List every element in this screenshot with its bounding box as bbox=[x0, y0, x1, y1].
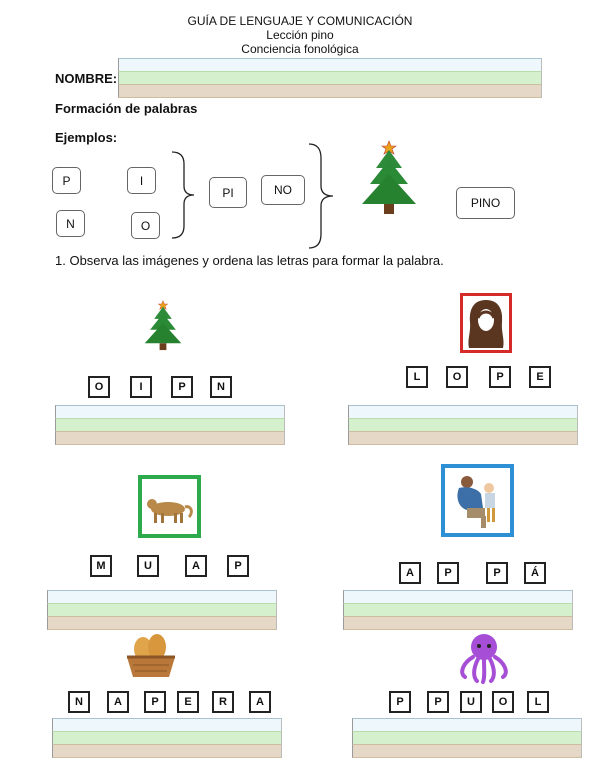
letter-tile: P bbox=[489, 366, 511, 388]
letter-tile: Á bbox=[524, 562, 546, 584]
left-brace bbox=[170, 150, 198, 240]
example-letter-box: O bbox=[131, 212, 160, 239]
example-letter-box: I bbox=[127, 167, 156, 194]
letter-tile: P bbox=[389, 691, 411, 713]
tree-icon bbox=[358, 138, 420, 216]
answer-writing-lines[interactable] bbox=[55, 405, 285, 445]
letter-tile: P bbox=[437, 562, 459, 584]
letter-tile: O bbox=[492, 691, 514, 713]
right-brace bbox=[307, 142, 337, 250]
puma-icon bbox=[142, 479, 197, 534]
octopus-icon bbox=[455, 629, 513, 685]
instruction-text: 1. Observa las imágenes y ordena las letras para formar la palabra. bbox=[55, 253, 444, 268]
letter-tile: I bbox=[130, 376, 152, 398]
tree-icon bbox=[142, 293, 184, 357]
letter-tile: A bbox=[107, 691, 129, 713]
letter-tile: P bbox=[427, 691, 449, 713]
letter-tile: A bbox=[249, 691, 271, 713]
letter-tile: P bbox=[144, 691, 166, 713]
name-writing-lines[interactable] bbox=[118, 58, 542, 98]
lesson-label: Lección pino bbox=[266, 28, 334, 42]
letter-tile: L bbox=[527, 691, 549, 713]
example-letter-box: N bbox=[56, 210, 85, 237]
example-word-box: PINO bbox=[456, 187, 515, 219]
letter-tile: N bbox=[68, 691, 90, 713]
dad-hug-icon bbox=[445, 468, 510, 533]
topic-label: Conciencia fonológica bbox=[241, 42, 359, 56]
dad-picture-frame bbox=[441, 464, 514, 537]
example-syllable-box: NO bbox=[261, 175, 305, 205]
puma-picture-frame bbox=[138, 475, 201, 538]
letter-tile: E bbox=[529, 366, 551, 388]
letter-tile: R bbox=[212, 691, 234, 713]
letter-tile: O bbox=[88, 376, 110, 398]
letter-tile: P bbox=[486, 562, 508, 584]
section-title: Formación de palabras bbox=[55, 101, 198, 116]
letter-tile: A bbox=[185, 555, 207, 577]
hair-icon bbox=[463, 296, 509, 350]
letter-tile: O bbox=[446, 366, 468, 388]
worksheet-title: GUÍA DE LENGUAJE Y COMUNICACIÓN bbox=[187, 14, 413, 28]
answer-writing-lines[interactable] bbox=[352, 718, 582, 758]
bread-basket-icon bbox=[123, 631, 179, 683]
examples-label: Ejemplos: bbox=[55, 130, 118, 145]
example-letter-box: P bbox=[52, 167, 81, 194]
letter-tile: P bbox=[227, 555, 249, 577]
letter-tile: P bbox=[171, 376, 193, 398]
answer-writing-lines[interactable] bbox=[343, 590, 573, 630]
hair-picture-frame bbox=[460, 293, 512, 353]
example-syllable-box: PI bbox=[209, 177, 247, 208]
letter-tile: A bbox=[399, 562, 421, 584]
name-label: NOMBRE: bbox=[55, 71, 118, 86]
letter-tile: E bbox=[177, 691, 199, 713]
answer-writing-lines[interactable] bbox=[348, 405, 578, 445]
letter-tile: U bbox=[460, 691, 482, 713]
answer-writing-lines[interactable] bbox=[47, 590, 277, 630]
letter-tile: U bbox=[137, 555, 159, 577]
letter-tile: L bbox=[406, 366, 428, 388]
letter-tile: M bbox=[90, 555, 112, 577]
letter-tile: N bbox=[210, 376, 232, 398]
answer-writing-lines[interactable] bbox=[52, 718, 282, 758]
